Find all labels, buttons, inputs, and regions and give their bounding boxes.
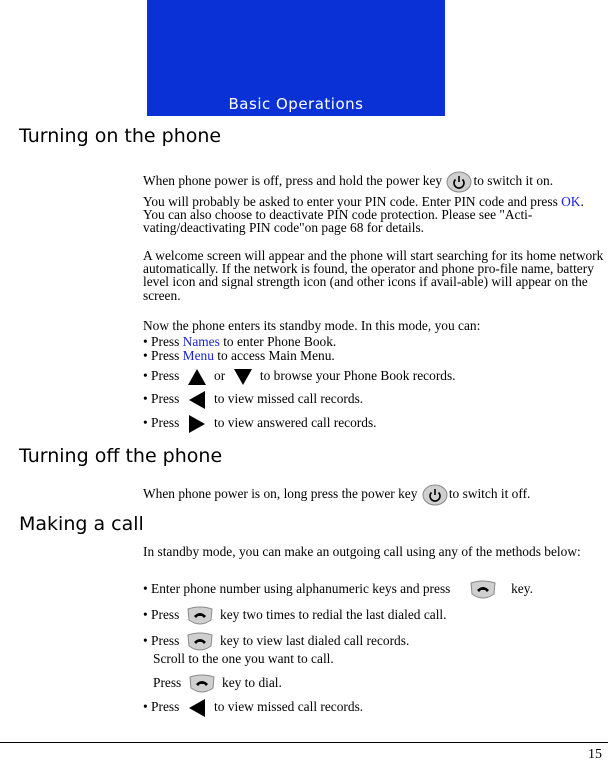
welcome-screen-paragraph: A welcome screen will appear and the phone will start searching for its home network automatically. If the network is found, the operator and phone pro-file name, battery level icon and signal strength icon (and other icons if avail-able) will appear on the screen. (143, 248, 604, 303)
heading-making-call: Making a call (19, 513, 144, 535)
up-arrow-icon (187, 367, 207, 387)
chapter-title: Basic Operations (228, 95, 364, 113)
pin-code-paragraph: You will probably be asked to enter your PIN code. Enter PIN code and press OK. You can also choose to deactivate PIN code protection. Please see "Acti-vating/deactivating PIN code"on page 68 for details. (143, 194, 584, 236)
bullet-names: • Press Names to enter Phone Book. (143, 334, 337, 349)
call-key-icon (185, 604, 215, 628)
left-arrow-icon (187, 390, 207, 410)
down-arrow-icon (233, 367, 253, 387)
standby-intro: Now the phone enters its standby mode. In this mode, you can: (143, 318, 481, 333)
bullet-redial: • Press key two times to redial the last dialed call. (143, 604, 447, 628)
page-number: 15 (588, 747, 602, 762)
bullet-answered-calls: • Press to view answered call records. (143, 414, 377, 434)
bullet-missed-calls-2: • Press to view missed call records. (143, 698, 363, 718)
power-key-icon (446, 171, 472, 193)
heading-turning-on: Turning on the phone (19, 125, 222, 147)
scroll-instruction: Scroll to the one you want to call. (153, 651, 334, 666)
right-arrow-icon (187, 414, 207, 434)
bullet-missed-calls: • Press to view missed call records. (143, 390, 363, 410)
press-to-dial: Press key to dial. (153, 672, 282, 696)
bullet-menu: • Press Menu to access Main Menu. (143, 348, 335, 363)
call-key-icon (468, 578, 498, 602)
making-call-intro: In standby mode, you can make an outgoing call using any of the methods below: (143, 544, 581, 559)
turn-on-power-paragraph: When phone power is off, press and hold the power key to switch it on. (143, 171, 553, 193)
turn-off-paragraph: When phone power is on, long press the power key to switch it off. (143, 484, 530, 506)
menu-softkey-label: Menu (182, 348, 214, 363)
power-key-icon (422, 484, 448, 506)
chapter-banner (147, 0, 445, 116)
ok-softkey-label: OK (561, 194, 581, 209)
call-key-icon (187, 672, 217, 696)
names-softkey-label: Names (182, 334, 220, 349)
bullet-last-dialed: • Press key to view last dialed call records. (143, 630, 409, 654)
bullet-browse: • Press or to browse your Phone Book records. (143, 367, 456, 387)
heading-turning-off: Turning off the phone (19, 445, 223, 467)
footer-divider (0, 742, 608, 743)
bullet-enter-number: • Enter phone number using alphanumeric keys and press key. (143, 578, 533, 602)
left-arrow-icon (187, 698, 207, 718)
